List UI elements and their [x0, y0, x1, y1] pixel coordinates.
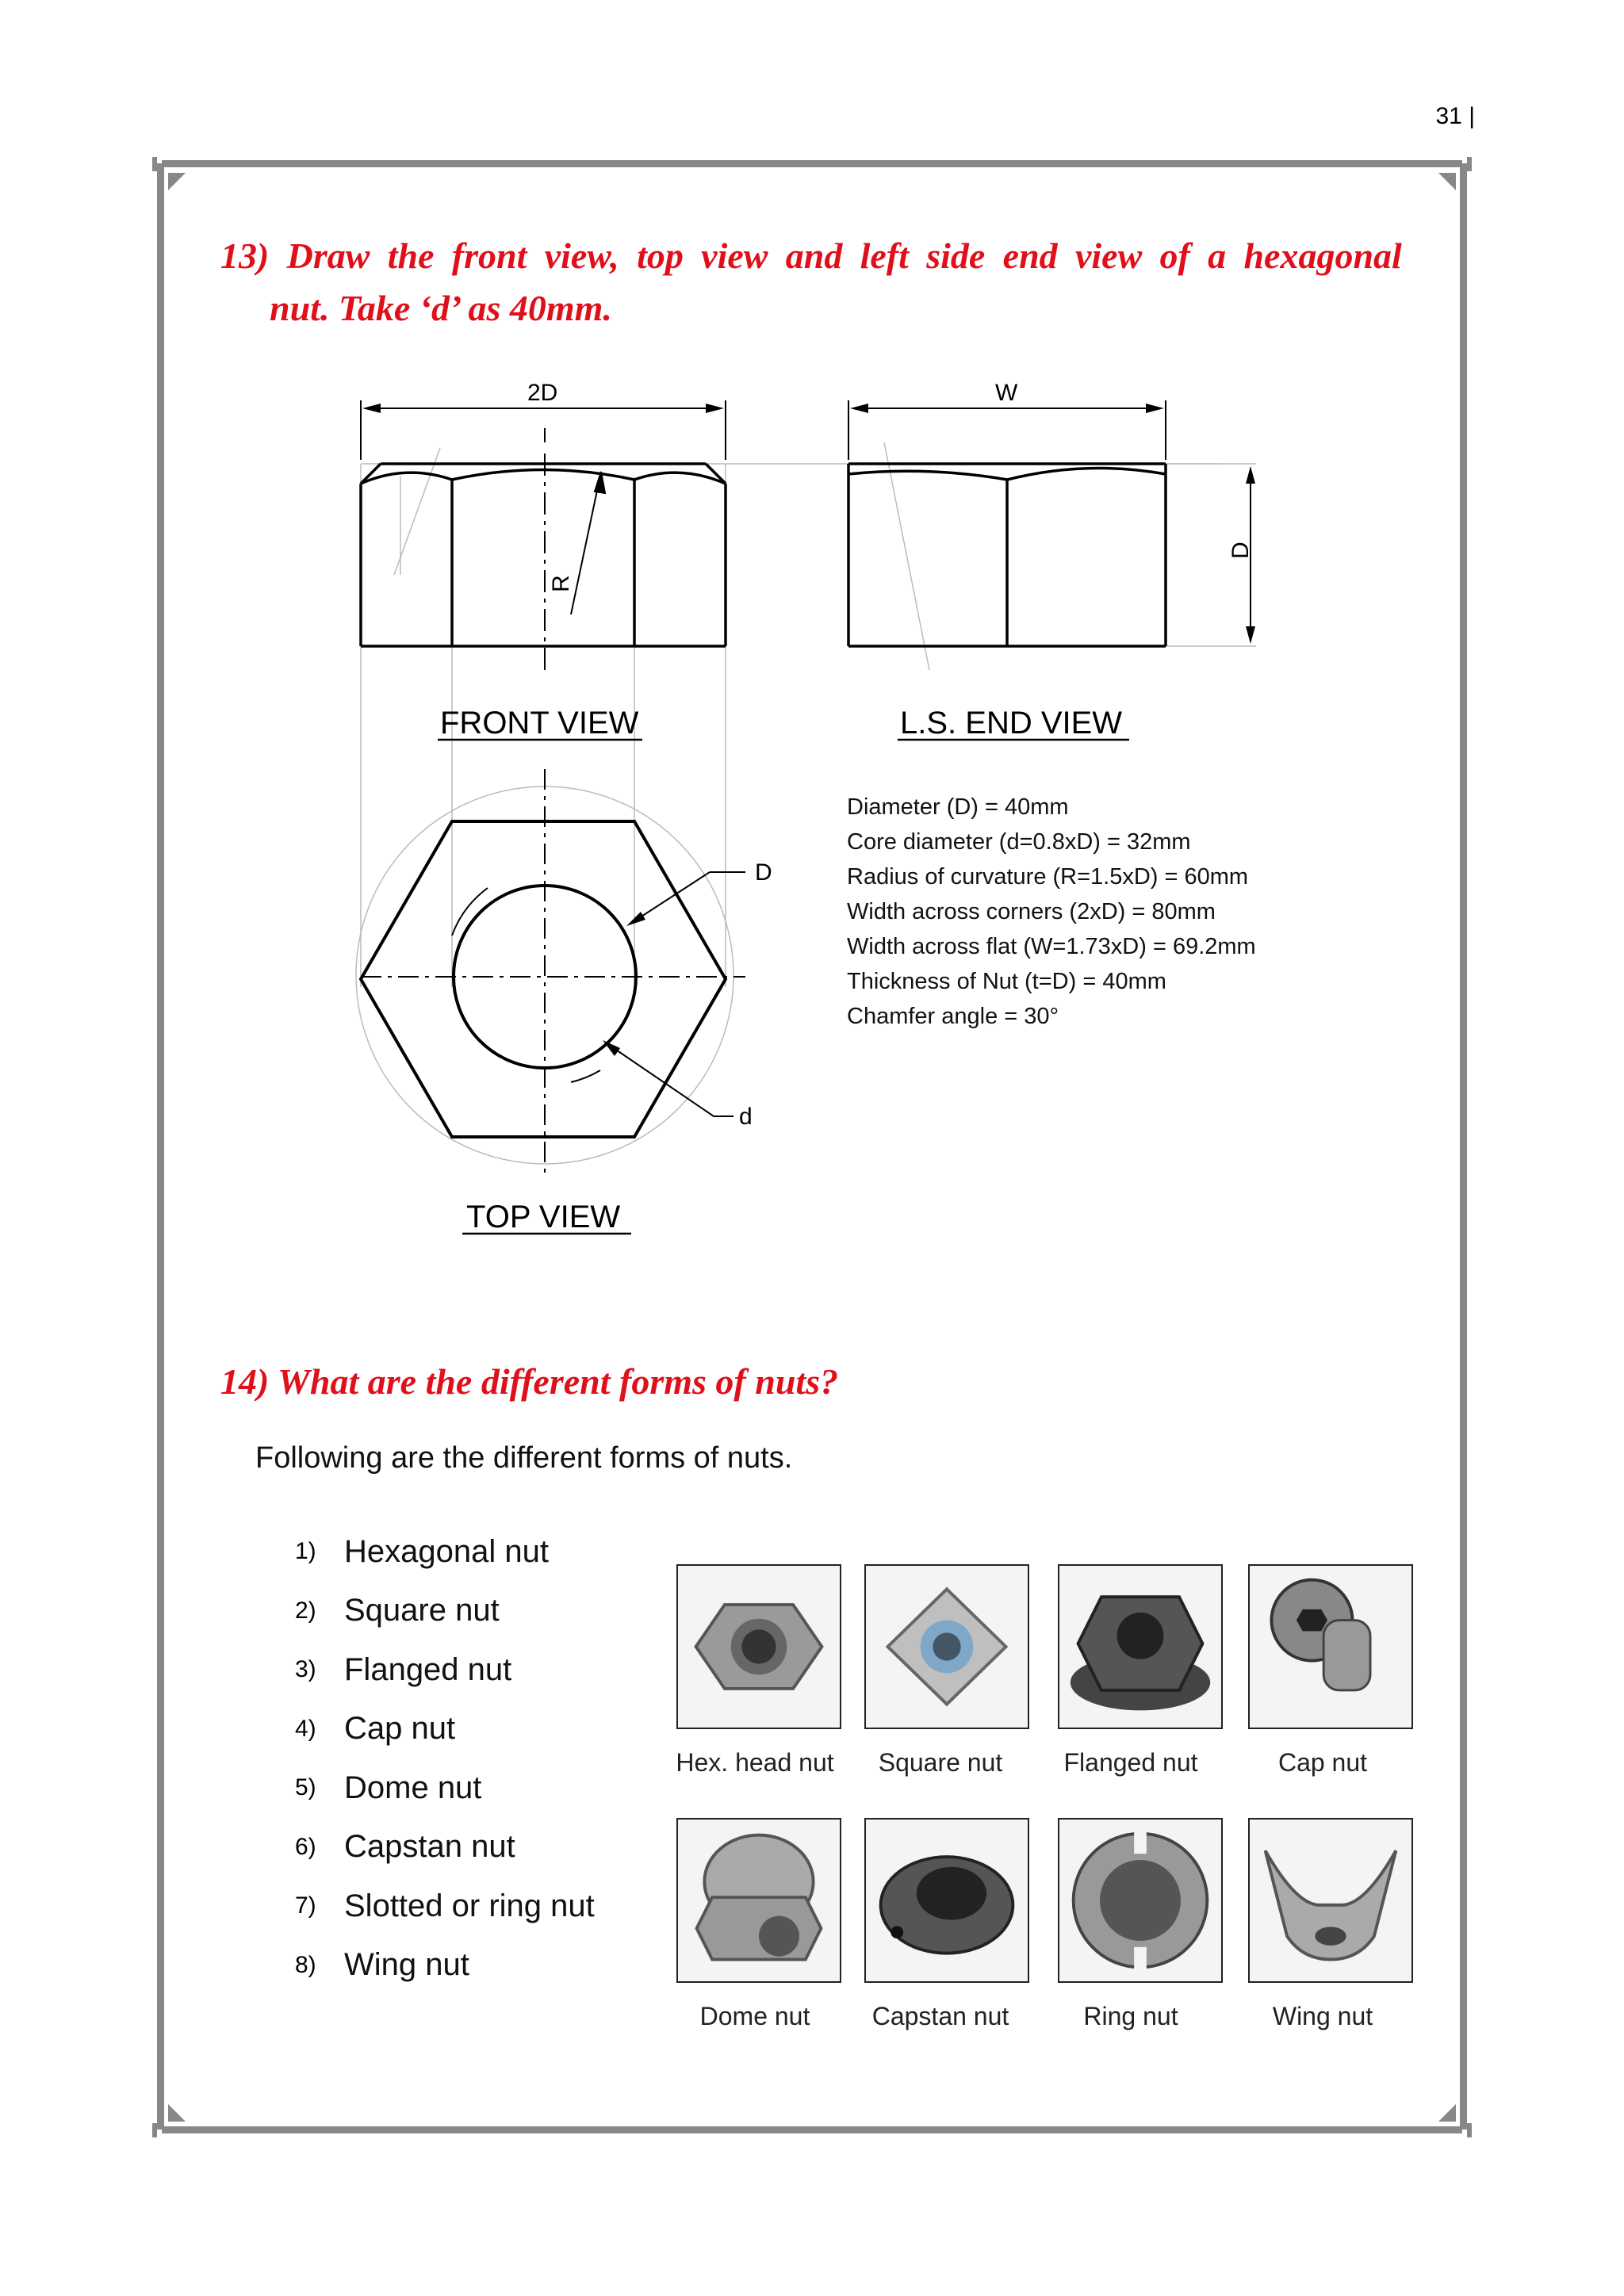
photo-caption: Square nut — [878, 1748, 1003, 1777]
photo-caption: Flanged nut — [1063, 1748, 1198, 1777]
list-item — [295, 1522, 595, 1582]
nut-photo — [864, 1818, 1029, 1983]
dimension-2d-label: 2D — [527, 380, 558, 406]
spec-line: Diameter (D) = 40mm — [847, 794, 1069, 820]
question-13-word: view, — [544, 235, 619, 276]
question-13-word: view — [701, 235, 768, 276]
photo-caption: Hex. head nut — [676, 1748, 834, 1777]
list-item — [295, 1877, 595, 1936]
spec-line: Radius of curvature (R=1.5xD) = 60mm — [847, 864, 1249, 890]
ls-end-view-outline — [848, 464, 1166, 646]
list-item — [295, 1640, 595, 1700]
top-view-outline — [361, 821, 726, 1137]
question-13-word: front — [451, 235, 527, 276]
list-item-number: 8) — [295, 1951, 316, 1978]
list-item — [295, 1700, 595, 1759]
question-13-word: a — [1208, 235, 1227, 276]
nut-photo — [676, 1564, 841, 1729]
question-13-word: end — [1002, 235, 1058, 276]
front-view-label: FRONT VIEW — [440, 706, 639, 740]
question-13-word: Draw — [286, 235, 370, 276]
list-item-number: 2) — [295, 1597, 316, 1624]
nut-photo — [864, 1564, 1029, 1729]
photo-caption: Ring nut — [1083, 2002, 1178, 2030]
list-item-label: Capstan nut — [344, 1829, 515, 1865]
nut-photo — [1248, 1564, 1413, 1729]
question-13-word: 13) — [220, 235, 270, 276]
nut-image-icon — [866, 1820, 1028, 1981]
nut-photo — [1058, 1818, 1223, 1983]
radius-r-label: R — [548, 575, 574, 592]
list-item-number: 1) — [295, 1538, 316, 1565]
nut-image-icon — [678, 1820, 840, 1981]
question-13-word: of — [1159, 235, 1190, 276]
question-13-line-2: nut. Take ‘d’ as 40mm. — [270, 288, 612, 328]
photo-caption: Cap nut — [1277, 1748, 1368, 1777]
nut-image-icon — [1059, 1566, 1221, 1728]
nuts-intro-text: Following are the different forms of nuts. — [255, 1441, 793, 1475]
question-13-word: and — [785, 235, 843, 276]
list-item — [295, 1818, 595, 1877]
ls-end-view-label: L.S. END VIEW — [900, 706, 1123, 740]
list-item-number: 3) — [295, 1656, 316, 1683]
leader-small-d-label: d — [739, 1104, 753, 1130]
list-item — [295, 1936, 595, 1996]
list-item-label: Hexagonal nut — [344, 1533, 549, 1569]
question-13-word: the — [387, 235, 435, 276]
top-view-label: TOP VIEW — [466, 1200, 621, 1234]
spec-line: Width across corners (2xD) = 80mm — [847, 899, 1216, 924]
list-item-label: Slotted or ring nut — [344, 1888, 595, 1923]
nut-forms-list — [295, 1522, 595, 1995]
list-item-label: Cap nut — [344, 1711, 456, 1747]
list-item-label: Flanged nut — [344, 1651, 512, 1687]
photo-caption: Wing nut — [1272, 2002, 1373, 2030]
nut-image-icon — [1250, 1820, 1411, 1981]
nut-image-icon — [1250, 1566, 1411, 1728]
question-13-word: hexagonal — [1243, 235, 1402, 276]
list-item-number: 5) — [295, 1774, 316, 1801]
photo-caption: Dome nut — [699, 2002, 810, 2030]
front-view-outline — [361, 464, 726, 646]
list-item — [295, 1758, 595, 1818]
dimension-w-label: W — [995, 380, 1018, 406]
spec-line: Thickness of Nut (t=D) = 40mm — [847, 969, 1166, 994]
question-14-heading: 14) What are the different forms of nuts? — [220, 1361, 839, 1402]
list-item-number: 7) — [295, 1892, 316, 1919]
dimension-d-vertical-label: D — [1228, 541, 1254, 559]
list-item-label: Wing nut — [344, 1947, 469, 1983]
question-13-word: left — [860, 235, 909, 276]
list-item-label: Square nut — [344, 1593, 500, 1628]
spec-line: Chamfer angle = 30° — [847, 1004, 1059, 1029]
question-13-word: view — [1074, 235, 1143, 276]
leader-d-label: D — [755, 859, 772, 886]
nut-image-icon — [678, 1566, 840, 1728]
spec-line: Core diameter (d=0.8xD) = 32mm — [847, 829, 1191, 855]
list-item — [295, 1582, 595, 1641]
nut-photo — [1058, 1564, 1223, 1729]
list-item-number: 6) — [295, 1833, 316, 1860]
photo-caption: Capstan nut — [871, 2002, 1009, 2030]
list-item-number: 4) — [295, 1715, 316, 1742]
nut-photo — [1248, 1818, 1413, 1983]
nut-photo — [676, 1818, 841, 1983]
nut-image-icon — [1059, 1820, 1221, 1981]
question-13-word: top — [637, 235, 684, 276]
nut-image-icon — [866, 1566, 1028, 1728]
list-item-label: Dome nut — [344, 1770, 482, 1805]
nut-specifications — [847, 790, 1256, 1034]
spec-line: Width across flat (W=1.73xD) = 69.2mm — [847, 934, 1256, 959]
page-number: 31 | — [1435, 103, 1475, 129]
question-13-word: side — [926, 235, 986, 276]
